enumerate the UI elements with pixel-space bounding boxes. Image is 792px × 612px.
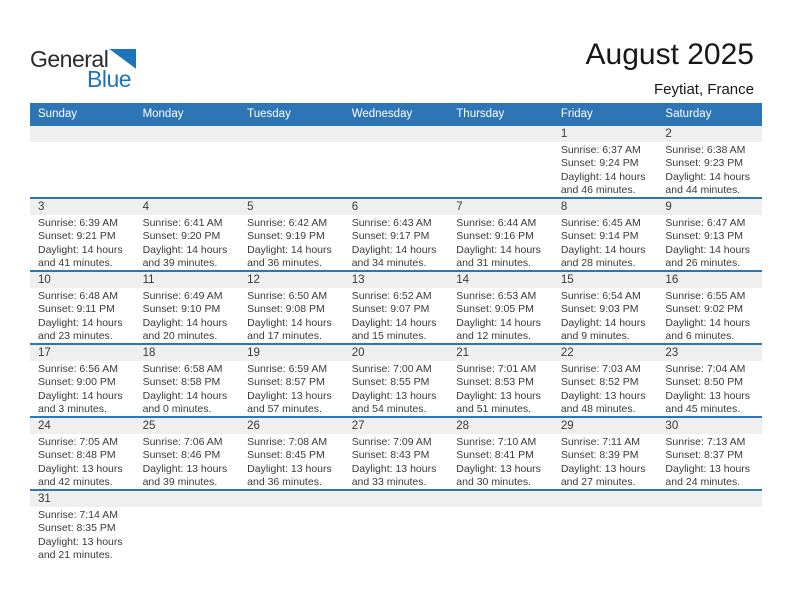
detail-line: Sunset: 9:08 PM [247, 303, 325, 316]
detail-line: Sunset: 9:14 PM [560, 230, 639, 243]
detail-line: Sunset: 8:45 PM [247, 449, 325, 462]
detail-line: Sunset: 8:46 PM [142, 449, 221, 462]
detail-line: Sunset: 9:21 PM [38, 230, 116, 243]
detail-line: Daylight: 14 hours [142, 316, 228, 329]
detail-line: Sunset: 8:48 PM [38, 449, 116, 462]
day-number: 28 [456, 420, 470, 432]
logo [30, 46, 136, 93]
detail-line: Sunrise: 7:11 AM [560, 436, 641, 448]
detail-line: Sunrise: 6:41 AM [142, 217, 223, 229]
detail-line: Sunset: 8:35 PM [38, 522, 116, 535]
day-number: 20 [351, 347, 365, 359]
page-subtitle: Feytiat, France [653, 81, 754, 98]
week-row [30, 418, 762, 491]
detail-line: Daylight: 13 hours [38, 535, 123, 548]
day-number: 13 [351, 274, 365, 286]
detail-line: Daylight: 14 hours [560, 170, 646, 183]
detail-line: Daylight: 14 hours [456, 243, 541, 256]
day-details [657, 507, 762, 562]
day-number [344, 491, 449, 507]
week-row [30, 491, 762, 562]
detail-line: and 0 minutes. [142, 402, 212, 415]
detail-line: Sunrise: 7:13 AM [665, 436, 746, 448]
weekday-header-bar [30, 103, 762, 126]
day-details [30, 434, 135, 489]
title-block [586, 38, 762, 98]
detail-line: Sunset: 8:39 PM [560, 449, 639, 462]
detail-line: Sunset: 8:41 PM [456, 449, 534, 462]
day-number: 1 [560, 128, 568, 140]
detail-line: Sunrise: 6:39 AM [38, 217, 118, 229]
weekday-header-wednesday: Wednesday [351, 108, 413, 120]
detail-line: and 12 minutes. [456, 329, 531, 342]
day-number [553, 491, 658, 507]
detail-line: and 3 minutes. [38, 402, 107, 415]
day-number [135, 491, 240, 507]
day-details [344, 288, 449, 343]
day-details [657, 288, 762, 343]
detail-line: Daylight: 13 hours [247, 462, 332, 475]
detail-line: Sunrise: 6:53 AM [456, 290, 537, 302]
detail-line: Sunrise: 6:52 AM [351, 290, 432, 302]
day-number [239, 126, 344, 142]
day-number: 21 [456, 347, 470, 359]
day-number: 2 [665, 128, 672, 140]
detail-line: Daylight: 13 hours [142, 462, 228, 475]
detail-line: and 28 minutes. [560, 256, 636, 269]
day-details [135, 507, 240, 562]
detail-line: Daylight: 14 hours [142, 243, 228, 256]
detail-line: Sunrise: 6:54 AM [560, 290, 641, 302]
detail-line: Daylight: 14 hours [38, 243, 123, 256]
detail-line: Daylight: 14 hours [351, 243, 437, 256]
detail-line: Sunset: 9:11 PM [38, 303, 115, 316]
detail-line: Sunrise: 6:47 AM [665, 217, 746, 229]
detail-line: Sunset: 9:05 PM [456, 303, 534, 316]
detail-line: Daylight: 13 hours [665, 462, 751, 475]
detail-line: Sunrise: 7:04 AM [665, 363, 746, 375]
day-number: 29 [560, 420, 574, 432]
logo-text-general: General [30, 46, 109, 72]
detail-line: Sunset: 9:19 PM [247, 230, 325, 243]
day-number: 18 [142, 347, 156, 359]
detail-line: Daylight: 13 hours [560, 462, 646, 475]
detail-line: and 20 minutes. [142, 329, 218, 342]
day-number: 30 [665, 420, 679, 432]
day-number-strip [30, 491, 762, 507]
detail-line: and 44 minutes. [665, 183, 741, 196]
day-details [657, 142, 762, 197]
day-number: 8 [560, 201, 568, 213]
detail-line: Daylight: 13 hours [351, 462, 437, 475]
day-details [553, 434, 658, 489]
day-number: 22 [560, 347, 574, 359]
day-number: 24 [38, 420, 51, 432]
day-details [30, 507, 135, 562]
day-details [553, 142, 658, 197]
detail-line: Sunset: 9:07 PM [351, 303, 430, 316]
day-number [239, 491, 344, 507]
detail-line: Sunrise: 7:03 AM [560, 363, 641, 375]
day-number: 11 [142, 274, 155, 286]
detail-line: Daylight: 14 hours [38, 316, 123, 329]
detail-line: and 42 minutes. [38, 475, 113, 488]
day-number: 3 [38, 201, 45, 213]
week-row [30, 199, 762, 272]
week-row [30, 345, 762, 418]
detail-line: Sunset: 8:53 PM [456, 376, 534, 389]
day-details [553, 507, 658, 562]
detail-line: Daylight: 13 hours [665, 389, 751, 402]
detail-line: and 34 minutes. [351, 256, 427, 269]
detail-line: Daylight: 14 hours [665, 243, 751, 256]
detail-line: Daylight: 13 hours [456, 389, 541, 402]
detail-line: Sunrise: 7:00 AM [351, 363, 432, 375]
day-details [239, 361, 344, 416]
detail-line: and 6 minutes. [665, 329, 735, 342]
detail-line: Daylight: 13 hours [351, 389, 437, 402]
detail-line: Sunrise: 6:48 AM [38, 290, 118, 302]
day-details-row [30, 142, 762, 197]
detail-line: Sunrise: 6:37 AM [560, 144, 641, 156]
page-title: August 2025 [585, 38, 754, 71]
day-details [30, 215, 135, 270]
week-row [30, 126, 762, 199]
day-details [448, 288, 553, 343]
detail-line: and 48 minutes. [560, 402, 636, 415]
day-details [448, 142, 553, 197]
detail-line: and 36 minutes. [247, 475, 322, 488]
detail-line: Sunset: 8:43 PM [351, 449, 430, 462]
detail-line: and 23 minutes. [38, 329, 113, 342]
day-number: 7 [456, 201, 463, 213]
detail-line: Daylight: 14 hours [247, 243, 332, 256]
weekday-header-thursday: Thursday [456, 108, 505, 120]
day-details [657, 215, 762, 270]
detail-line: Daylight: 14 hours [247, 316, 332, 329]
day-details [553, 361, 658, 416]
day-details [135, 142, 240, 197]
day-details [448, 507, 553, 562]
detail-line: Sunrise: 7:10 AM [456, 436, 537, 448]
detail-line: and 24 minutes. [665, 475, 741, 488]
day-details [239, 288, 344, 343]
day-number-strip [30, 126, 762, 142]
detail-line: and 17 minutes. [247, 329, 322, 342]
detail-line: and 9 minutes. [560, 329, 630, 342]
detail-line: Daylight: 13 hours [456, 462, 541, 475]
day-details [657, 434, 762, 489]
detail-line: and 39 minutes. [142, 475, 218, 488]
day-details [448, 215, 553, 270]
day-details [135, 434, 240, 489]
detail-line: and 46 minutes. [560, 183, 636, 196]
day-details [135, 361, 240, 416]
day-details [135, 215, 240, 270]
detail-line: and 21 minutes. [38, 548, 113, 561]
day-details [344, 142, 449, 197]
day-details [553, 215, 658, 270]
day-details [30, 288, 135, 343]
day-number: 10 [38, 274, 51, 286]
weekday-header-saturday: Saturday [665, 108, 712, 120]
detail-line: Sunrise: 7:08 AM [247, 436, 328, 448]
day-number: 25 [142, 420, 156, 432]
day-details [553, 288, 658, 343]
day-number [448, 126, 553, 142]
detail-line: Sunrise: 6:50 AM [247, 290, 328, 302]
day-number: 31 [38, 493, 51, 505]
detail-line: Daylight: 14 hours [665, 316, 751, 329]
detail-line: and 57 minutes. [247, 402, 322, 415]
detail-line: Daylight: 14 hours [560, 316, 646, 329]
day-number-strip [30, 272, 762, 288]
day-details [239, 507, 344, 562]
detail-line: Sunset: 9:24 PM [560, 157, 639, 170]
day-details [657, 361, 762, 416]
detail-line: Daylight: 13 hours [560, 389, 646, 402]
detail-line: Sunrise: 6:49 AM [142, 290, 223, 302]
day-details [30, 142, 135, 197]
detail-line: Sunset: 9:17 PM [351, 230, 430, 243]
day-details-row [30, 507, 762, 562]
detail-line: Sunrise: 6:38 AM [665, 144, 746, 156]
detail-line: and 36 minutes. [247, 256, 322, 269]
detail-line: Sunrise: 6:44 AM [456, 217, 537, 229]
day-details [344, 507, 449, 562]
detail-line: Sunrise: 7:01 AM [456, 363, 537, 375]
weekday-header-sunday: Sunday [38, 108, 78, 120]
detail-line: Sunrise: 6:59 AM [247, 363, 328, 375]
day-details-row [30, 215, 762, 270]
detail-line: Sunset: 8:58 PM [142, 376, 221, 389]
day-details-row [30, 434, 762, 489]
week-row [30, 272, 762, 345]
detail-line: Sunrise: 6:45 AM [560, 217, 641, 229]
day-details-row [30, 288, 762, 343]
detail-line: and 27 minutes. [560, 475, 636, 488]
detail-line: Sunrise: 6:42 AM [247, 217, 328, 229]
detail-line: Daylight: 14 hours [456, 316, 541, 329]
day-details [135, 288, 240, 343]
detail-line: and 26 minutes. [665, 256, 741, 269]
detail-line: Sunrise: 6:56 AM [38, 363, 118, 375]
detail-line: Sunset: 9:13 PM [665, 230, 744, 243]
day-number: 26 [247, 420, 260, 432]
detail-line: Sunset: 9:10 PM [142, 303, 221, 316]
day-number: 19 [247, 347, 260, 359]
day-number-strip [30, 199, 762, 215]
detail-line: Daylight: 14 hours [38, 389, 123, 402]
day-number: 17 [38, 347, 51, 359]
detail-line: Sunrise: 7:14 AM [38, 509, 118, 521]
detail-line: and 51 minutes. [456, 402, 531, 415]
day-number [448, 491, 553, 507]
detail-line: Sunset: 9:16 PM [456, 230, 534, 243]
weekday-header-monday: Monday [142, 108, 184, 120]
day-number: 15 [560, 274, 574, 286]
day-number: 4 [142, 201, 149, 213]
day-number: 12 [247, 274, 260, 286]
detail-line: Daylight: 14 hours [665, 170, 751, 183]
day-number: 9 [665, 201, 672, 213]
detail-line: Sunrise: 7:09 AM [351, 436, 432, 448]
day-details [344, 434, 449, 489]
detail-line: Sunset: 8:52 PM [560, 376, 639, 389]
day-number: 23 [665, 347, 679, 359]
detail-line: Sunrise: 6:43 AM [351, 217, 432, 229]
day-number [657, 491, 762, 507]
detail-line: Daylight: 13 hours [247, 389, 332, 402]
detail-line: and 15 minutes. [351, 329, 427, 342]
detail-line: Daylight: 13 hours [38, 462, 123, 475]
day-number: 6 [351, 201, 359, 213]
detail-line: Sunset: 9:20 PM [142, 230, 221, 243]
day-details [448, 434, 553, 489]
detail-line: Sunrise: 7:06 AM [142, 436, 223, 448]
day-details [30, 361, 135, 416]
logo-text-blue: Blue [87, 66, 132, 92]
day-number: 5 [247, 201, 254, 213]
day-details [239, 215, 344, 270]
day-number-strip [30, 418, 762, 434]
weekday-header-friday: Friday [560, 108, 593, 120]
detail-line: and 33 minutes. [351, 475, 427, 488]
detail-line: Sunset: 8:37 PM [665, 449, 744, 462]
detail-line: Sunrise: 6:55 AM [665, 290, 746, 302]
day-details [239, 434, 344, 489]
detail-line: and 54 minutes. [351, 402, 427, 415]
detail-line: Sunrise: 6:58 AM [142, 363, 223, 375]
detail-line: and 39 minutes. [142, 256, 218, 269]
calendar [30, 103, 762, 562]
detail-line: Sunset: 9:03 PM [560, 303, 639, 316]
day-number-strip [30, 345, 762, 361]
detail-line: Sunset: 8:55 PM [351, 376, 430, 389]
day-details [344, 215, 449, 270]
day-number: 27 [351, 420, 365, 432]
detail-line: Daylight: 14 hours [351, 316, 437, 329]
day-number [344, 126, 449, 142]
detail-line: Daylight: 14 hours [142, 389, 228, 402]
detail-line: Sunset: 8:50 PM [665, 376, 744, 389]
day-number: 14 [456, 274, 470, 286]
weekday-header-tuesday: Tuesday [247, 108, 291, 120]
day-details [344, 361, 449, 416]
detail-line: Sunrise: 7:05 AM [38, 436, 118, 448]
day-number [30, 126, 135, 142]
detail-line: and 30 minutes. [456, 475, 531, 488]
detail-line: Sunset: 9:00 PM [38, 376, 116, 389]
day-number [135, 126, 240, 142]
day-details [448, 361, 553, 416]
detail-line: Sunset: 8:57 PM [247, 376, 325, 389]
detail-line: Sunset: 9:23 PM [665, 157, 744, 170]
day-details [239, 142, 344, 197]
detail-line: Daylight: 14 hours [560, 243, 646, 256]
detail-line: and 31 minutes. [456, 256, 531, 269]
calendar-weeks [30, 126, 762, 562]
day-number: 16 [665, 274, 679, 286]
detail-line: and 45 minutes. [665, 402, 741, 415]
day-details-row [30, 361, 762, 416]
detail-line: and 41 minutes. [38, 256, 113, 269]
detail-line: Sunset: 9:02 PM [665, 303, 744, 316]
